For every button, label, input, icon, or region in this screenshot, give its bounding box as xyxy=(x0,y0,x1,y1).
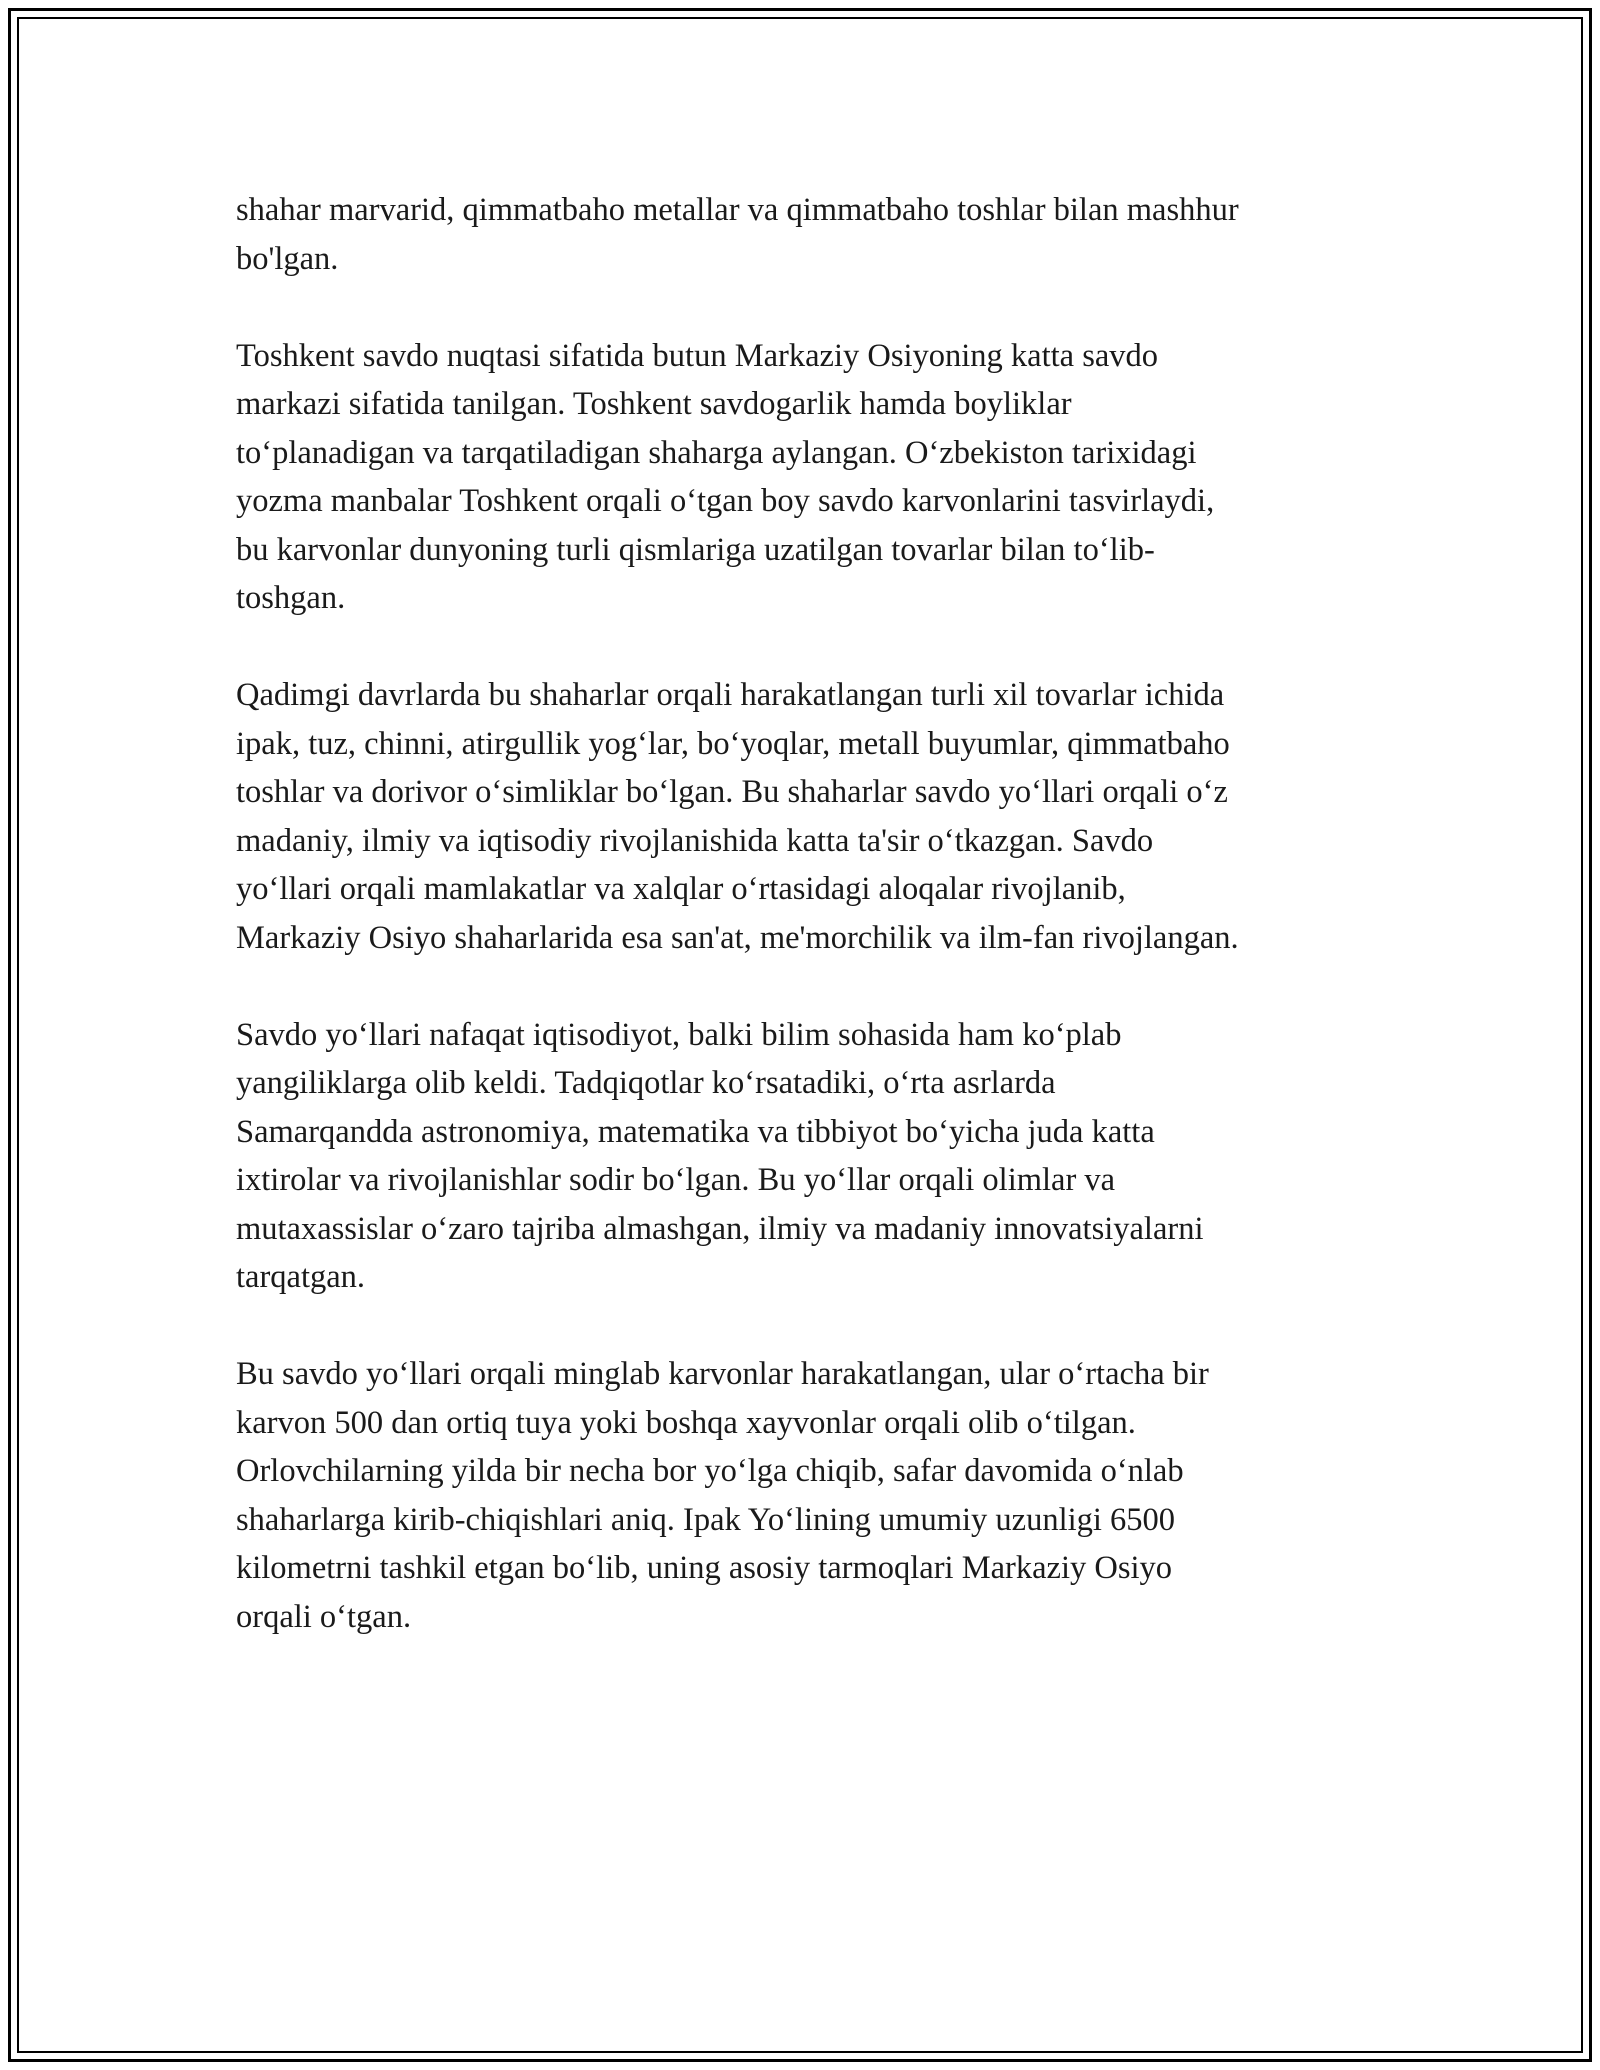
paragraph-5: Bu savdo yo‘llari orqali minglab karvonlar harakatlangan, ular o‘rtacha bir karvon 500 dan ortiq tuya yoki boshqa xayvonlar orqali olib o‘tilgan. Orlovchilarning yilda bir necha bor yo‘lga chiqib, safar davomida o‘nlab shaharlarga kirib-chiqishlari aniq. Ipak Yo‘lining umumiy uzunligi 6500 kilometrni tashkil etgan bo‘lib, uning asosiy tarmoqlari Markaziy Osiyo orqali o‘tgan. xyxy=(236,1356,1209,1635)
paragraph-1: shahar marvarid, qimmatbaho metallar va qimmatbaho toshlar bilan mashhur bo'lgan. xyxy=(236,192,1239,277)
paragraph-4: Savdo yo‘llari nafaqat iqtisodiyot, balki bilim sohasida ham ko‘plab yangiliklarga olib keldi. Tadqiqotlar ko‘rsatadiki, o‘rta asrlarda Samarqandda astronomiya, matematika va tibbiyot bo‘yicha juda katta ixtirolar va rivojlanishlar sodir bo‘lgan. Bu yo‘llar orqali olimlar va mutaxassislar o‘zaro tajriba almashgan, ilmiy va madaniy innovatsiyalarni tarqatgan. xyxy=(236,1016,1204,1295)
paragraph-2: Toshkent savdo nuqtasi sifatida butun Markaziy Osiyoning katta savdo markazi sifatida tanilgan. Toshkent savdogarlik hamda boyliklar to‘planadigan va tarqatiladigan shaharga aylangan. O‘zbekiston tarixidagi yozma manbalar Toshkent orqali o‘tgan boy savdo karvonlarini tasvirlaydi, bu karvonlar dunyoning turli qismlariga uzatilgan tovarlar bilan to‘lib- toshgan. xyxy=(236,337,1215,616)
document-body xyxy=(236,186,1376,1690)
paragraph-3: Qadimgi davrlarda bu shaharlar orqali harakatlangan turli xil tovarlar ichida ipak, tuz, chinni, atirgullik yog‘lar, bo‘yoqlar, metall buyumlar, qimmatbaho toshlar va dorivor o‘simliklar bo‘lgan. Bu shaharlar savdo yo‘llari orqali o‘z madaniy, ilmiy va iqtisodiy rivojlanishida katta ta'sir o‘tkazgan. Savdo yo‘llari orqali mamlakatlar va xalqlar o‘rtasidagi aloqalar rivojlanib, Markaziy Osiyo shaharlarida esa san'at, me'morchilik va ilm-fan rivojlangan. xyxy=(236,677,1239,956)
